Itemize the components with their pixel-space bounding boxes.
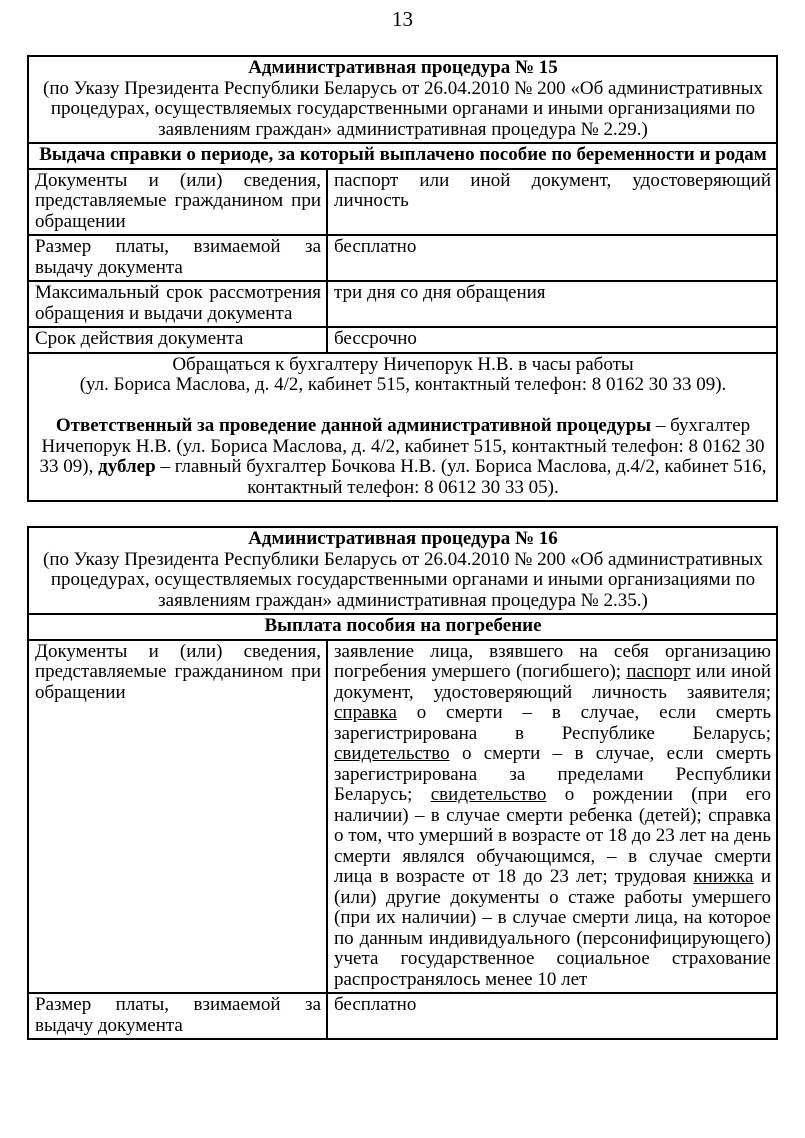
section-header-row	[28, 614, 777, 640]
row-value: три дня со дня обращения	[327, 281, 777, 327]
dubler-text: – главный бухгалтер Бочкова Н.В. (ул. Бориса Маслова, д.4/2, кабинет 516, контактный телефон: 8 0612 30 33 05).	[155, 456, 767, 498]
row-value: бесплатно	[327, 993, 777, 1039]
row-value: бесплатно	[327, 235, 777, 281]
text-segment: и (или) другие документы о стаже работы умершего (при их наличии) – в случае смерти лица, на которое по данным индивидуального (персонифицирующего) учета государственное социальное страхование распространялось менее 10 лет	[334, 866, 771, 990]
row-label: Срок действия документа	[28, 327, 327, 353]
row-label: Документы и (или) сведения, представляемые гражданином при обращении	[28, 169, 327, 236]
row-value: бессрочно	[327, 327, 777, 353]
dubler-label: дублер	[98, 456, 156, 477]
underlined-term: паспорт	[626, 661, 691, 682]
underlined-term: свидетельство	[430, 784, 547, 805]
text-segment: о рождении (при его наличии) – в случае смерти ребенка (детей); справка о том, что умерший в возрасте от 18 до 23 лет на день смерти являлся обучающимся, – в случае смерти лица в возрасте от 18 до 23 лет; трудовая	[334, 784, 771, 887]
contact-footer-cell	[28, 353, 777, 502]
row-label: Документы и (или) сведения, представляемые гражданином при обращении	[28, 640, 327, 994]
table-header-row	[28, 56, 777, 143]
underlined-term: свидетельство	[334, 743, 450, 764]
table-header-cell	[28, 56, 777, 143]
table-header-row	[28, 527, 777, 614]
procedure-16-table	[27, 526, 778, 1040]
section-header: Выплата пособия на погребение	[28, 614, 777, 640]
contact-line: (ул. Бориса Маслова, д. 4/2, кабинет 515, контактный телефон: 8 0162 30 33 09).	[79, 374, 727, 395]
section-header: Выдача справки о периоде, за который выплачено пособие по беременности и родам	[28, 143, 777, 169]
procedure-subtitle: (по Указу Президента Республики Беларусь от 26.04.2010 № 200 «Об административных процедурах, осуществляемых государственными органами и иными организациями по заявлениям граждан» административная процедура № 2.35.)	[43, 548, 763, 611]
row-label: Максимальный срок рассмотрения обращения и выдачи документа	[28, 281, 327, 327]
procedure-subtitle: (по Указу Президента Республики Беларусь от 26.04.2010 № 200 «Об административных процедурах, осуществляемых государственными органами и иными организациями по заявлениям граждан» административная процедура № 2.29.)	[43, 77, 763, 140]
table-header-cell	[28, 527, 777, 614]
row-value	[327, 640, 777, 994]
contact-line: Обращаться к бухгалтеру Ничепорук Н.В. в часы работы	[172, 353, 634, 375]
page-number: 13	[392, 7, 413, 31]
row-label: Размер платы, взимаемой за выдачу документа	[28, 235, 327, 281]
section-header-row	[28, 143, 777, 169]
text-segment: о смерти – в случае, если смерть зарегистрирована за пределами Республики Беларусь;	[334, 743, 771, 805]
table-row	[28, 281, 777, 327]
procedure-15-table	[27, 55, 778, 502]
row-label: Размер платы, взимаемой за выдачу документа	[28, 993, 327, 1039]
responsible-text: – бухгалтер Ничепорук Н.В. (ул. Бориса Маслова, д. 4/2, кабинет 515, контактный телефон: 8 0162 30 33 09),	[39, 415, 765, 477]
contact-footer-row	[28, 353, 777, 502]
procedure-title: Административная процедура № 16	[248, 528, 558, 549]
text-segment: о смерти – в случае, если смерть зарегистрирована в Республике Беларусь;	[334, 702, 771, 744]
text-segment: заявление лица, взявшего на себя организацию погребения умершего (погибшего);	[334, 640, 771, 682]
row-value: паспорт или иной документ, удостоверяющий личность	[327, 169, 777, 236]
table-row	[28, 640, 777, 994]
text-segment: или иной документ, удостоверяющий личность заявителя;	[334, 661, 771, 703]
table-row	[28, 327, 777, 353]
procedure-title: Административная процедура № 15	[248, 57, 558, 78]
table-row	[28, 169, 777, 236]
table-row	[28, 993, 777, 1039]
underlined-term: книжка	[693, 866, 754, 887]
table-row	[28, 235, 777, 281]
underlined-term: справка	[334, 702, 397, 723]
responsible-heading: Ответственный за проведение данной административной процедуры	[55, 415, 652, 436]
responsible-paragraph	[35, 416, 771, 498]
